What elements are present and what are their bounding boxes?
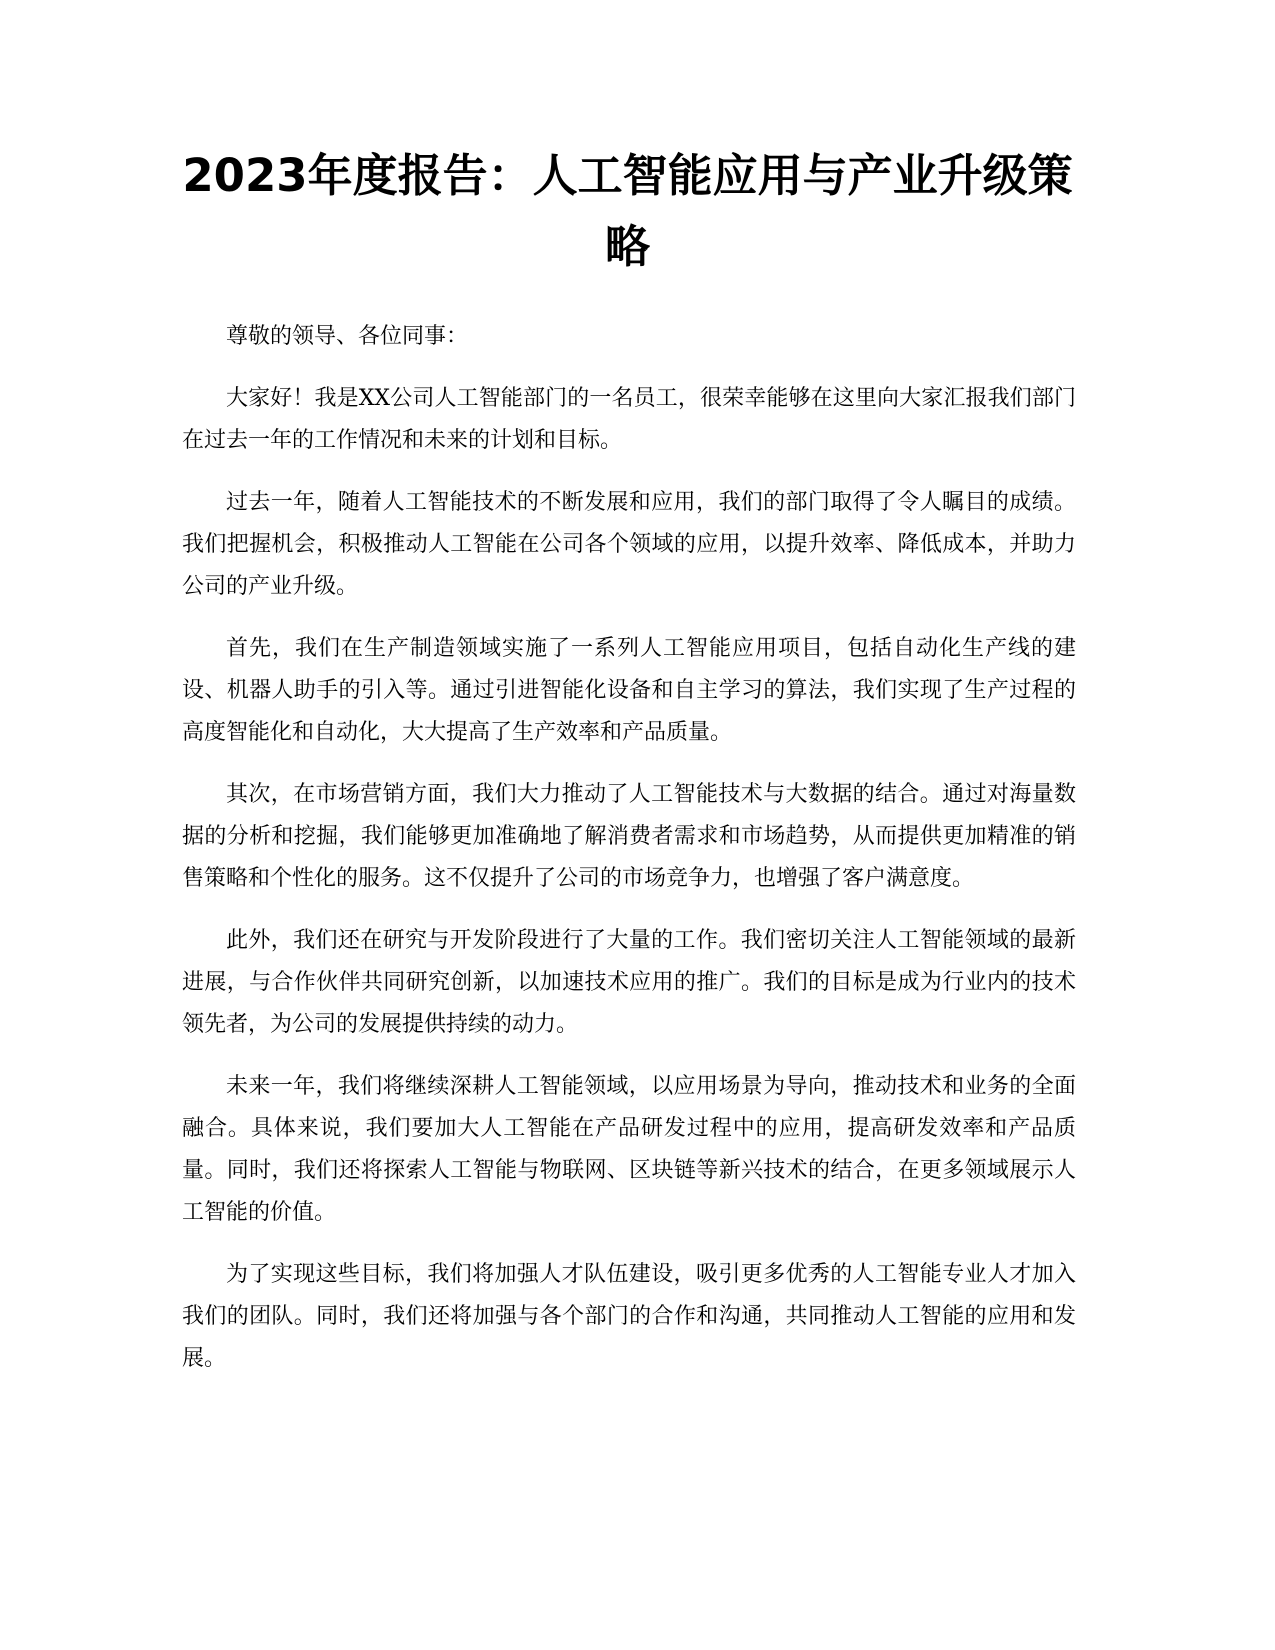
paragraph-past-year: 过去一年，随着人工智能技术的不断发展和应用，我们的部门取得了令人瞩目的成绩。我们把握机会，积极推动人工智能在公司各个领域的应用，以提升效率、降低成本，并助力公司的产业升级。 bbox=[182, 490, 1076, 599]
paragraph-salutation: 尊敬的领导、各位同事： bbox=[226, 324, 469, 349]
paragraph-greeting: 大家好！我是XX公司人工智能部门的一名员工，很荣幸能够在这里向大家汇报我们部门在过去一年的工作情况和未来的计划和目标。 bbox=[182, 386, 1076, 453]
paragraph-talent: 为了实现这些目标，我们将加强人才队伍建设，吸引更多优秀的人工智能专业人才加入我们的团队。同时，我们还将加强与各个部门的合作和沟通，共同推动人工智能的应用和发展。 bbox=[182, 1262, 1076, 1371]
paragraph-marketing: 其次，在市场营销方面，我们大力推动了人工智能技术与大数据的结合。通过对海量数据的分析和挖掘，我们能够更加准确地了解消费者需求和市场趋势，从而提供更加精准的销售策略和个性化的服务。这不仅提升了公司的市场竞争力，也增强了客户满意度。 bbox=[182, 782, 1076, 891]
document-body bbox=[182, 316, 1076, 1400]
document-title: 2023年度报告：人工智能应用与产业升级策略 bbox=[182, 149, 1073, 273]
paragraph-research: 此外，我们还在研究与开发阶段进行了大量的工作。我们密切关注人工智能领域的最新进展，与合作伙伴共同研究创新，以加速技术应用的推广。我们的目标是成为行业内的技术领先者，为公司的发展提供持续的动力。 bbox=[182, 928, 1076, 1037]
paragraph-future-plan: 未来一年，我们将继续深耕人工智能领域，以应用场景为导向，推动技术和业务的全面融合。具体来说，我们要加大人工智能在产品研发过程中的应用，提高研发效率和产品质量。同时，我们还将探索人工智能与物联网、区块链等新兴技术的结合，在更多领域展示人工智能的价值。 bbox=[182, 1074, 1076, 1225]
paragraph-manufacturing: 首先，我们在生产制造领域实施了一系列人工智能应用项目，包括自动化生产线的建设、机器人助手的引入等。通过引进智能化设备和自主学习的算法，我们实现了生产过程的高度智能化和自动化，大大提高了生产效率和产品质量。 bbox=[182, 636, 1076, 745]
